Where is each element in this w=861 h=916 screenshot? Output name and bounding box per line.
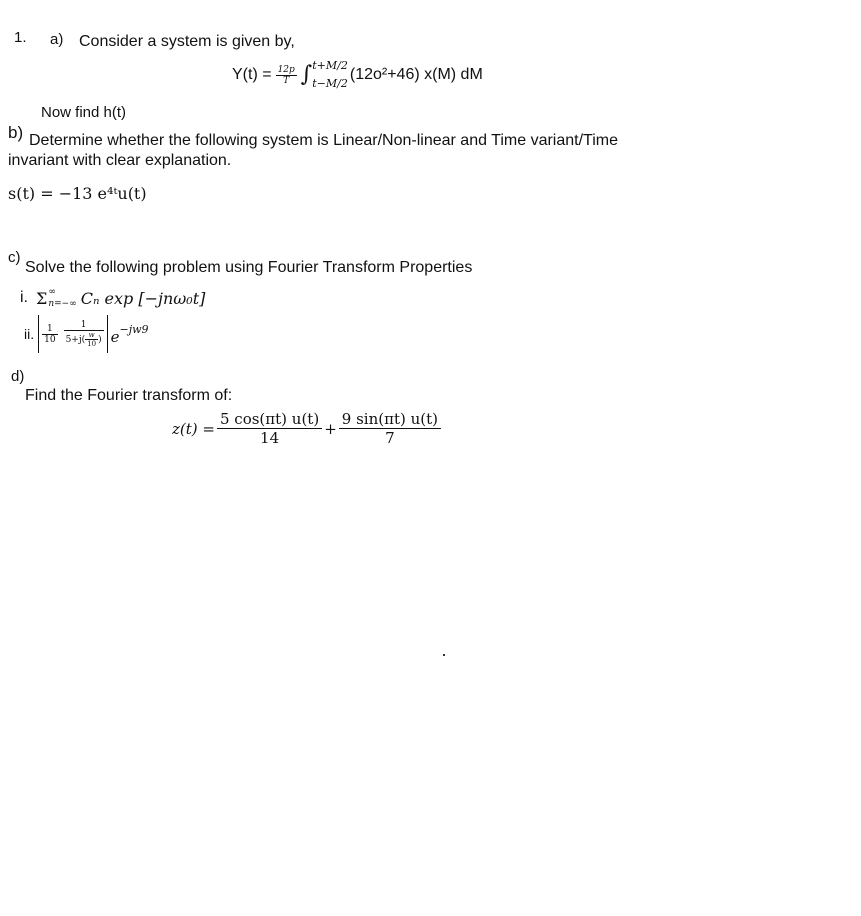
eq-a-limits [312,60,348,90]
c-ii-exp-base: e [110,328,120,346]
part-b-line1: Determine whether the following system is Linear/Non-linear and Time variant/Time [29,132,618,149]
part-a-text: Consider a system is given by, [79,33,295,50]
part-c-text: Solve the following problem using Fourier Transform Properties [25,259,473,276]
scan-speck [443,654,445,656]
eq-a-fraction [276,65,297,86]
sum-body: Cₙ exp [−jnω₀t] [80,288,206,308]
part-c-i [20,287,205,309]
eq-a-upper-limit: t+M/2 [312,59,348,72]
eq-a-frac-den: T [276,75,297,86]
c-ii-frac-2 [64,320,104,348]
part-a-label: a) [50,31,64,48]
sum-upper-limit: ∞ [48,287,56,297]
eq-d-frac-1-num: 5 cos(πt) u(t) [219,410,320,428]
part-c-ii [24,315,149,353]
eq-d-frac-2-den: 7 [339,428,441,447]
eq-a-frac-num: 12p [277,64,295,75]
eq-d-frac-2 [339,410,441,447]
c-ii-frac-2-den: 5+j ( $\frac{w}{10}$ ) [65,331,102,348]
part-b-line2: invariant with clear explanation. [8,152,232,169]
c-ii-inner-den: 10 [87,340,97,348]
part-b-equation: s(t) = −13 e⁴ᵗu(t) [8,184,147,203]
eq-d-frac-1-den: 14 [217,428,322,447]
sum-limits [48,287,76,309]
eq-a-lhs: Y(t) = [232,66,272,83]
eq-d-lhs: z(t) = [172,419,215,438]
sigma-sign: Σ [36,288,48,308]
part-a-equation [232,60,483,90]
c-ii-inner-num: w [88,331,95,339]
part-c-label: c) [8,249,21,266]
c-ii-frac-1-num: 1 [46,323,53,334]
part-c-i-label: i. [20,289,28,306]
c-ii-frac-1 [42,324,57,345]
part-d-equation [172,410,441,447]
part-b-label: b) [8,123,24,142]
eq-d-frac-1 [217,410,322,447]
c-ii-exp-sup: −jw9 [119,322,149,336]
c-ii-inner-frac [85,331,98,348]
c-ii-frac-1-den: 10 [44,334,56,345]
part-a-find: Now find h(t) [41,104,127,121]
eq-a-integrand: (12o²+46) x(M) dM [349,66,483,83]
part-d-text: Find the Fourier transform of: [25,387,233,404]
eq-d-plus: + [324,419,337,438]
part-d-label: d) [11,368,25,385]
part-c-ii-label: ii. [24,326,35,342]
integral-sign: ∫ [300,62,313,87]
eq-d-frac-2-num: 9 sin(πt) u(t) [341,410,438,428]
vector-bracket [38,315,107,353]
question-number: 1. [14,29,27,46]
eq-a-lower-limit: t−M/2 [312,77,348,90]
sum-lower-limit: n=−∞ [48,299,77,309]
c-ii-frac-2-den-pre: 5+j [65,334,82,345]
c-ii-frac-2-num: 1 [80,320,87,330]
